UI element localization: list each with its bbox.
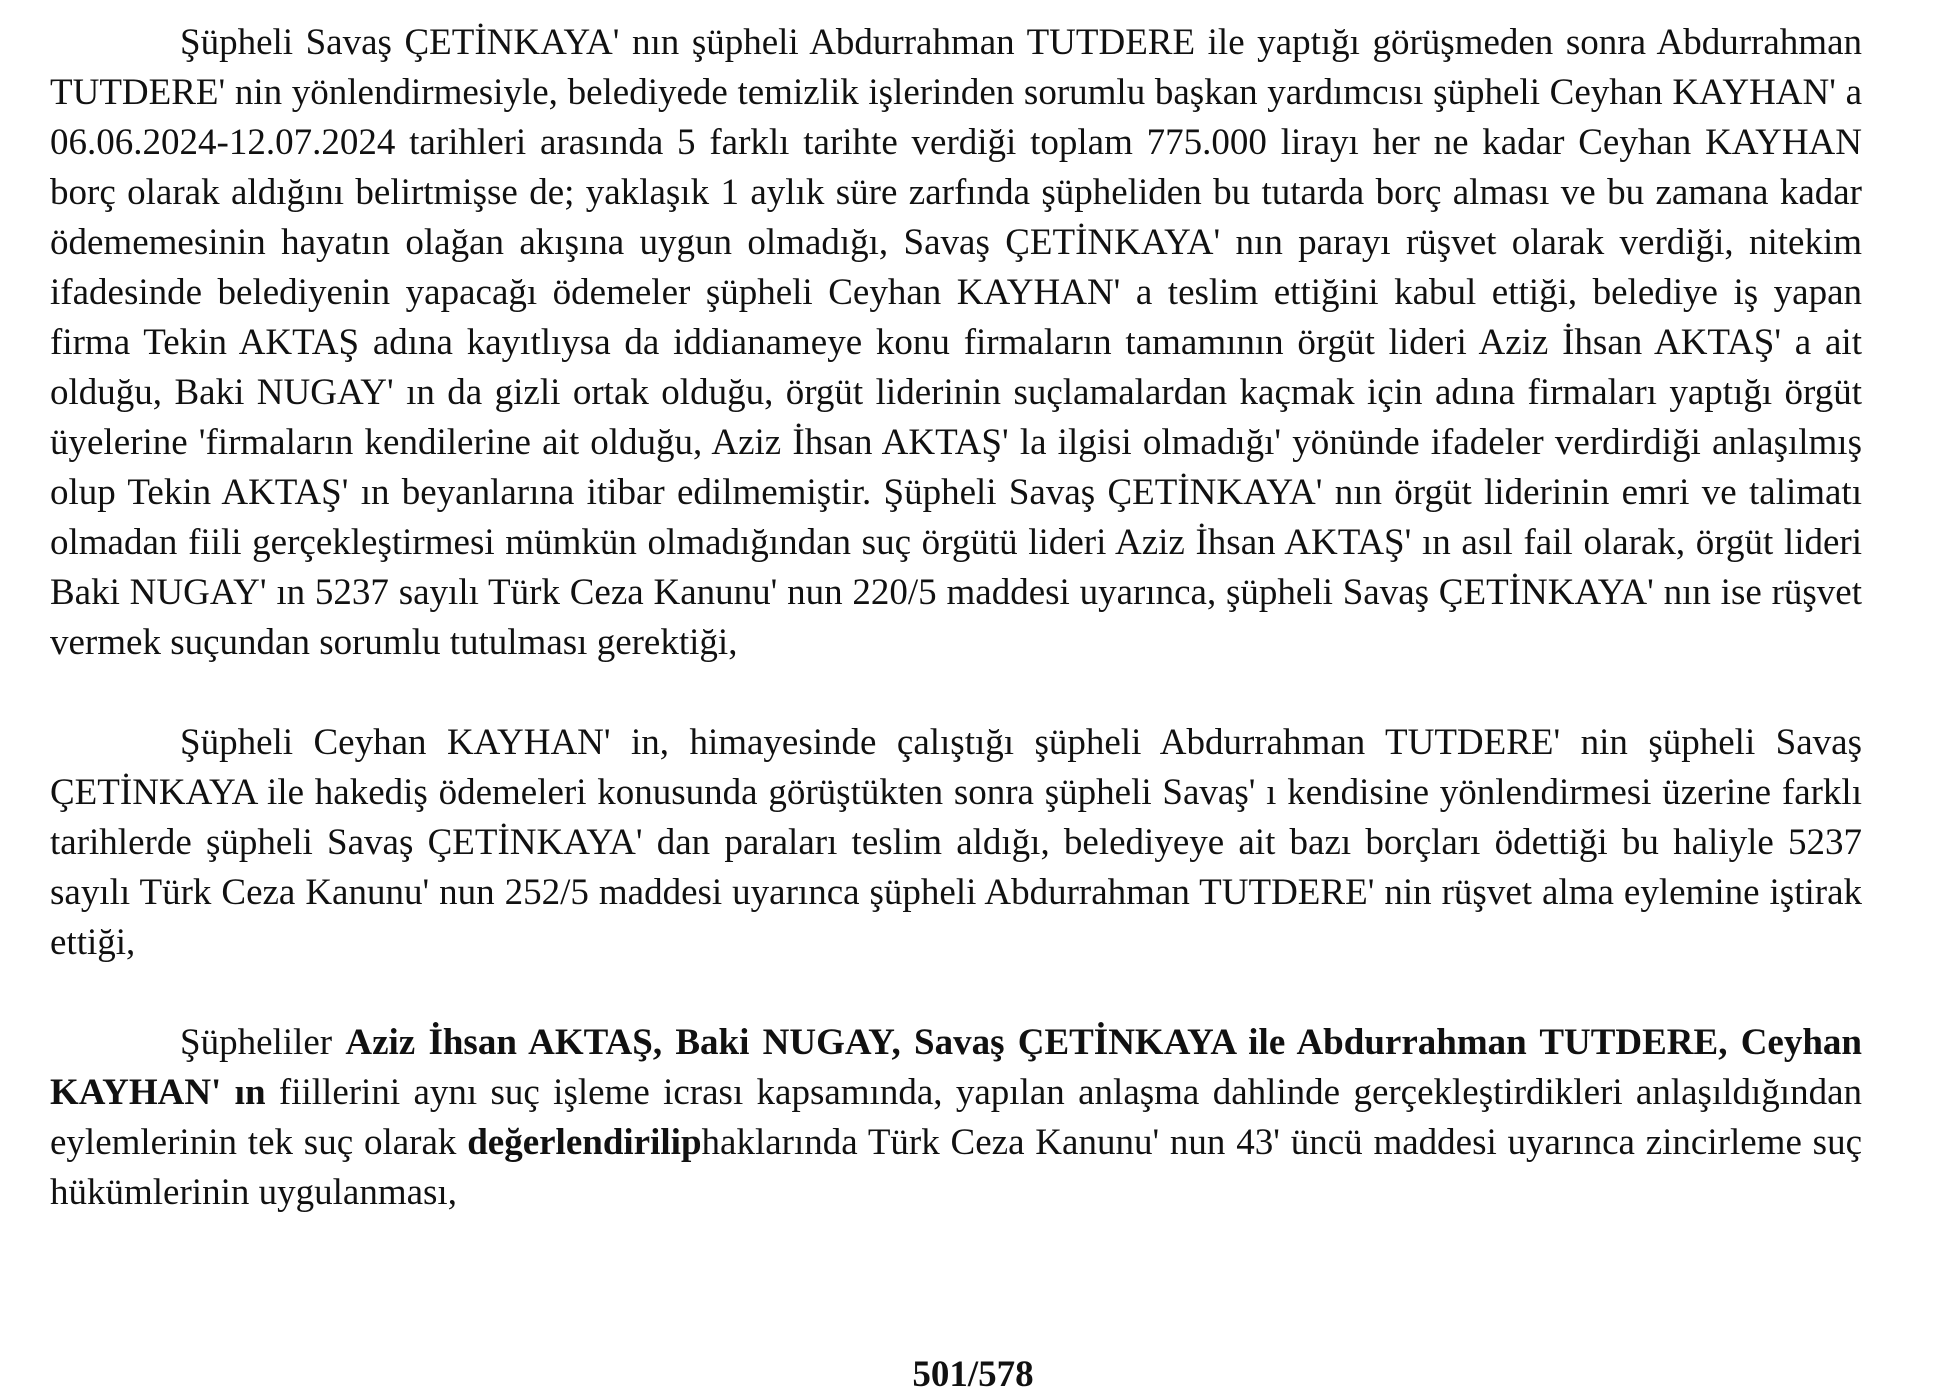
paragraph-3-tail: haklarında Türk Ceza Kanunu' nun 43' üncü maddesi uyarınca zincirleme suç hükümlerinin uygulanması, [50, 1122, 1862, 1213]
paragraph-3-lead: Şüpheliler [180, 1022, 346, 1063]
paragraph-3 [50, 1018, 1862, 1218]
paragraph-3-bold-names: Aziz İhsan AKTAŞ, Baki NUGAY, Savaş ÇETİNKAYA ile Abdurrahman TUTDERE, Ceyhan KAYHAN' ın [50, 1022, 1862, 1113]
paragraph-1: Şüpheli Savaş ÇETİNKAYA' nın şüpheli Abdurrahman TUTDERE ile yaptığı görüşmeden sonra Abdurrahman TUTDERE' nin yönlendirmesiyle, belediyede temizlik işlerinden sorumlu başkan yardımcısı şüpheli Ceyhan KAYHAN' a 06.06.2024-12.07.2024 tarihleri arasında 5 farklı tarihte verdiği toplam 775.000 lirayı her ne kadar Ceyhan KAYHAN borç olarak aldığını belirtmişse de; yaklaşık 1 aylık süre zarfında şüpheliden bu tutarda borç alması ve bu zamana kadar ödememesinin hayatın olağan akışına uygun olmadığı, Savaş ÇETİNKAYA' nın parayı rüşvet olarak verdiği, nitekim ifadesinde belediyenin yapacağı ödemeler şüpheli Ceyhan KAYHAN' a teslim ettiğini kabul ettiği, belediye iş yapan firma Tekin AKTAŞ adına kayıtlıysa da iddianameye konu firmaların tamamının örgüt lideri Aziz İhsan AKTAŞ' a ait olduğu, Baki NUGAY' ın da gizli ortak olduğu, örgüt liderinin suçlamalardan kaçmak için adına firmaları yaptığı örgüt üyelerine 'firmaların kendilerine ait olduğu, Aziz İhsan AKTAŞ' la ilgisi olmadığı' yönünde ifadeler verdirdiği anlaşılmış olup Tekin AKTAŞ' ın beyanlarına itibar edilmemiştir. Şüpheli Savaş ÇETİNKAYA' nın örgüt liderinin emri ve talimatı olmadan fiili gerçekleştirmesi mümkün olmadığından suç örgütü lideri Aziz İhsan AKTAŞ' ın asıl fail olarak, örgüt lideri Baki NUGAY' ın 5237 sayılı Türk Ceza Kanunu' nun 220/5 maddesi uyarınca, şüpheli Savaş ÇETİNKAYA' nın ise rüşvet vermek suçundan sorumlu tutulması gerektiği, [50, 22, 1862, 663]
paragraph-3-middle: fiillerini aynı suç işleme icrası kapsamında, yapılan anlaşma dahlinde gerçekleştirdikleri anlaşıldığından eylemlerinin tek suç olarak [50, 1072, 1863, 1163]
document-page [50, 18, 1862, 1218]
page-number: 501/578 [912, 1354, 1034, 1395]
paragraph-3-bold-word: değerlendirilip [467, 1122, 702, 1163]
paragraph-2: Şüpheli Ceyhan KAYHAN' in, himayesinde çalıştığı şüpheli Abdurrahman TUTDERE' nin şüpheli Savaş ÇETİNKAYA ile hakediş ödemeleri konusunda görüştükten sonra şüpheli Savaş' ı kendisine yönlendirmesi üzerine farklı tarihlerde şüpheli Savaş ÇETİNKAYA' dan paraları teslim aldığı, belediyeye ait bazı borçları ödettiği bu haliyle 5237 sayılı Türk Ceza Kanunu' nun 252/5 maddesi uyarınca şüpheli Abdurrahman TUTDERE' nin rüşvet alma eylemine iştirak ettiği, [50, 722, 1862, 963]
